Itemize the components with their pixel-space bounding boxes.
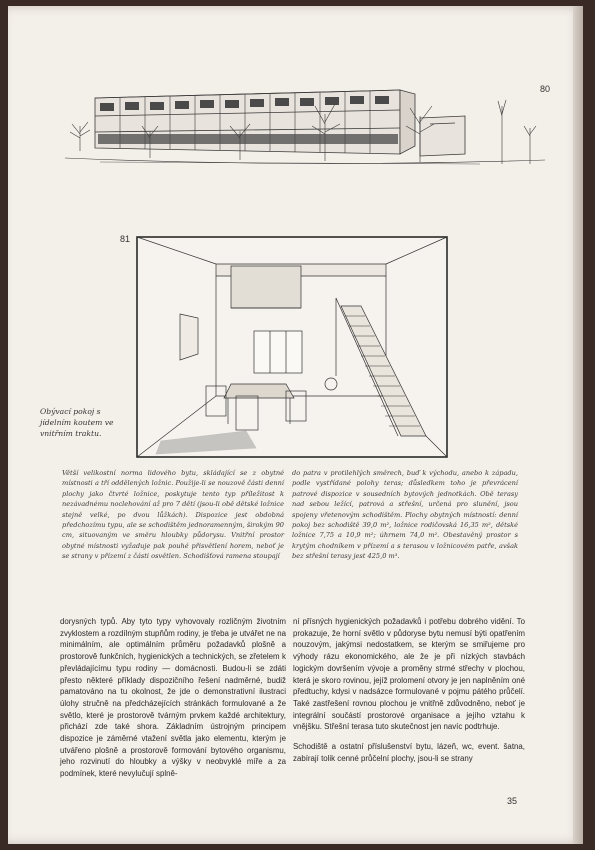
figure-caption: Obývací pokoj s jídelním koutem ve vnitřním traktu. xyxy=(40,407,114,438)
body-text-right xyxy=(293,616,525,764)
book-page xyxy=(8,6,583,844)
italic-text-left: Větší velikostní norma lidového bytu, skládající se z obytné místnosti a tří oddělených ložnic. Použije-li se nouzově části denní plochy jako čtvrté ložnice, poskytuje tento typ příležitost k nezávadnému noclehování až pro 7 dětí (jsou-li obě dětské ložnice stejně velké, po dvou lůžkách). Dispozice jest obdobná předchozímu typu, ale se schodištěm jednoramenným, širokým 90 cm, situovaným ve směru hloubky půdorysu. Vnitřní prostor obytné místnosti vyžaduje pak pouhé přisvětlení horem, neboť je se strany v přízemí z části osvětlen. Schodišťová ramena stoupají xyxy=(62,469,284,561)
body-paragraph: dorysných typů. Aby tyto typy vyhovovaly rozličným životním zvyklostem a rozdílným stupňům rodiny, je třeba je utvářet ne na minimálním, ale optimálním průměru požadavků plošně a prostorově funkčních, hygienických a technických, se zřetelem k převládajícímu typu rodiny — domácnosti. Budou-li se zdáti přesto některé příklady dispozičního řešení nadměrné, budiž pamatováno na tu okolnost, že jde o demonstrativní ilustraci úlohy stručně na předcházejících stránkách formulované a že světlo, které je prostorově tvárným prvkem každé architektury, přichází zde také shora. Základním ústrojným principem dispozice je záměrné vtažení světla jako elementu, kterým je utvářeno plošně a prostorově formování bytového organismu, jeho rozvinutí do hloubky a výšky v neobvyklé míře a za podmínek, které nevylučují splně- xyxy=(60,617,286,779)
figure-81-number: 81 xyxy=(120,234,131,244)
body-paragraph: ní přísných hygienických požadavků i potřebu dobrého vidění. To prokazuje, že horní světlo v půdoryse bytu nemusí býti opatřením nouzovým, jakýmsi nedostatkem, se kterým se smiřujeme pro výhody rázu ekonomického, ale že je při nízkých stavbách logickým dovršením vývoje a proměny strmé střechy v plochou, která je skoro rovinou, jejíž prolomení otvory je jen naplněním oné předtuchy, kdysi v nadsázce formulované v pojmu pátého průčelí. Také zastřešení rovnou plochou je vnitřně zdůvodněno, neboť je integrální součástí prostorové organisace a jejího vztahu k vnějšku. Střešní terasa tuto skutečnost jen navíc podtrhuje. xyxy=(293,617,525,732)
body-text-left xyxy=(60,616,286,780)
page-spine-shadow xyxy=(573,6,583,844)
figure-80-number: 80 xyxy=(540,84,551,94)
page-number: 35 xyxy=(506,796,517,806)
row-houses-illustration xyxy=(60,76,550,196)
interior-illustration xyxy=(136,236,448,458)
body-paragraph: Schodiště a ostatní příslušenství bytu, lázeň, wc, event. šatna, zabírají tolik cenné průčelní plochy, jsou-li se strany xyxy=(293,742,525,763)
italic-text-right: do patra v protilehlých směrech, buď k východu, anebo k západu, podle vystřídané polohy teras; důsledkem toho je převrácení patrové dispozice v sousedních bytových jednotkách. Obě terasy nad sebou ležící, patrová a střešní, určená pro slunění, jsou spojeny vřetenovým schodištěm. Plochy obytných místností: denní pokoj bez schodiště 39,0 m², ložnice rodičovská 16,35 m², dětské ložnice 7,75 a 10,9 m²; úhrnem 74,0 m². Obestavěný prostor s krytým chodníkem v přízemí a s terasou v ložnicovém patře, avšak bez střešní terasy jest 425,0 m³. xyxy=(292,469,518,561)
